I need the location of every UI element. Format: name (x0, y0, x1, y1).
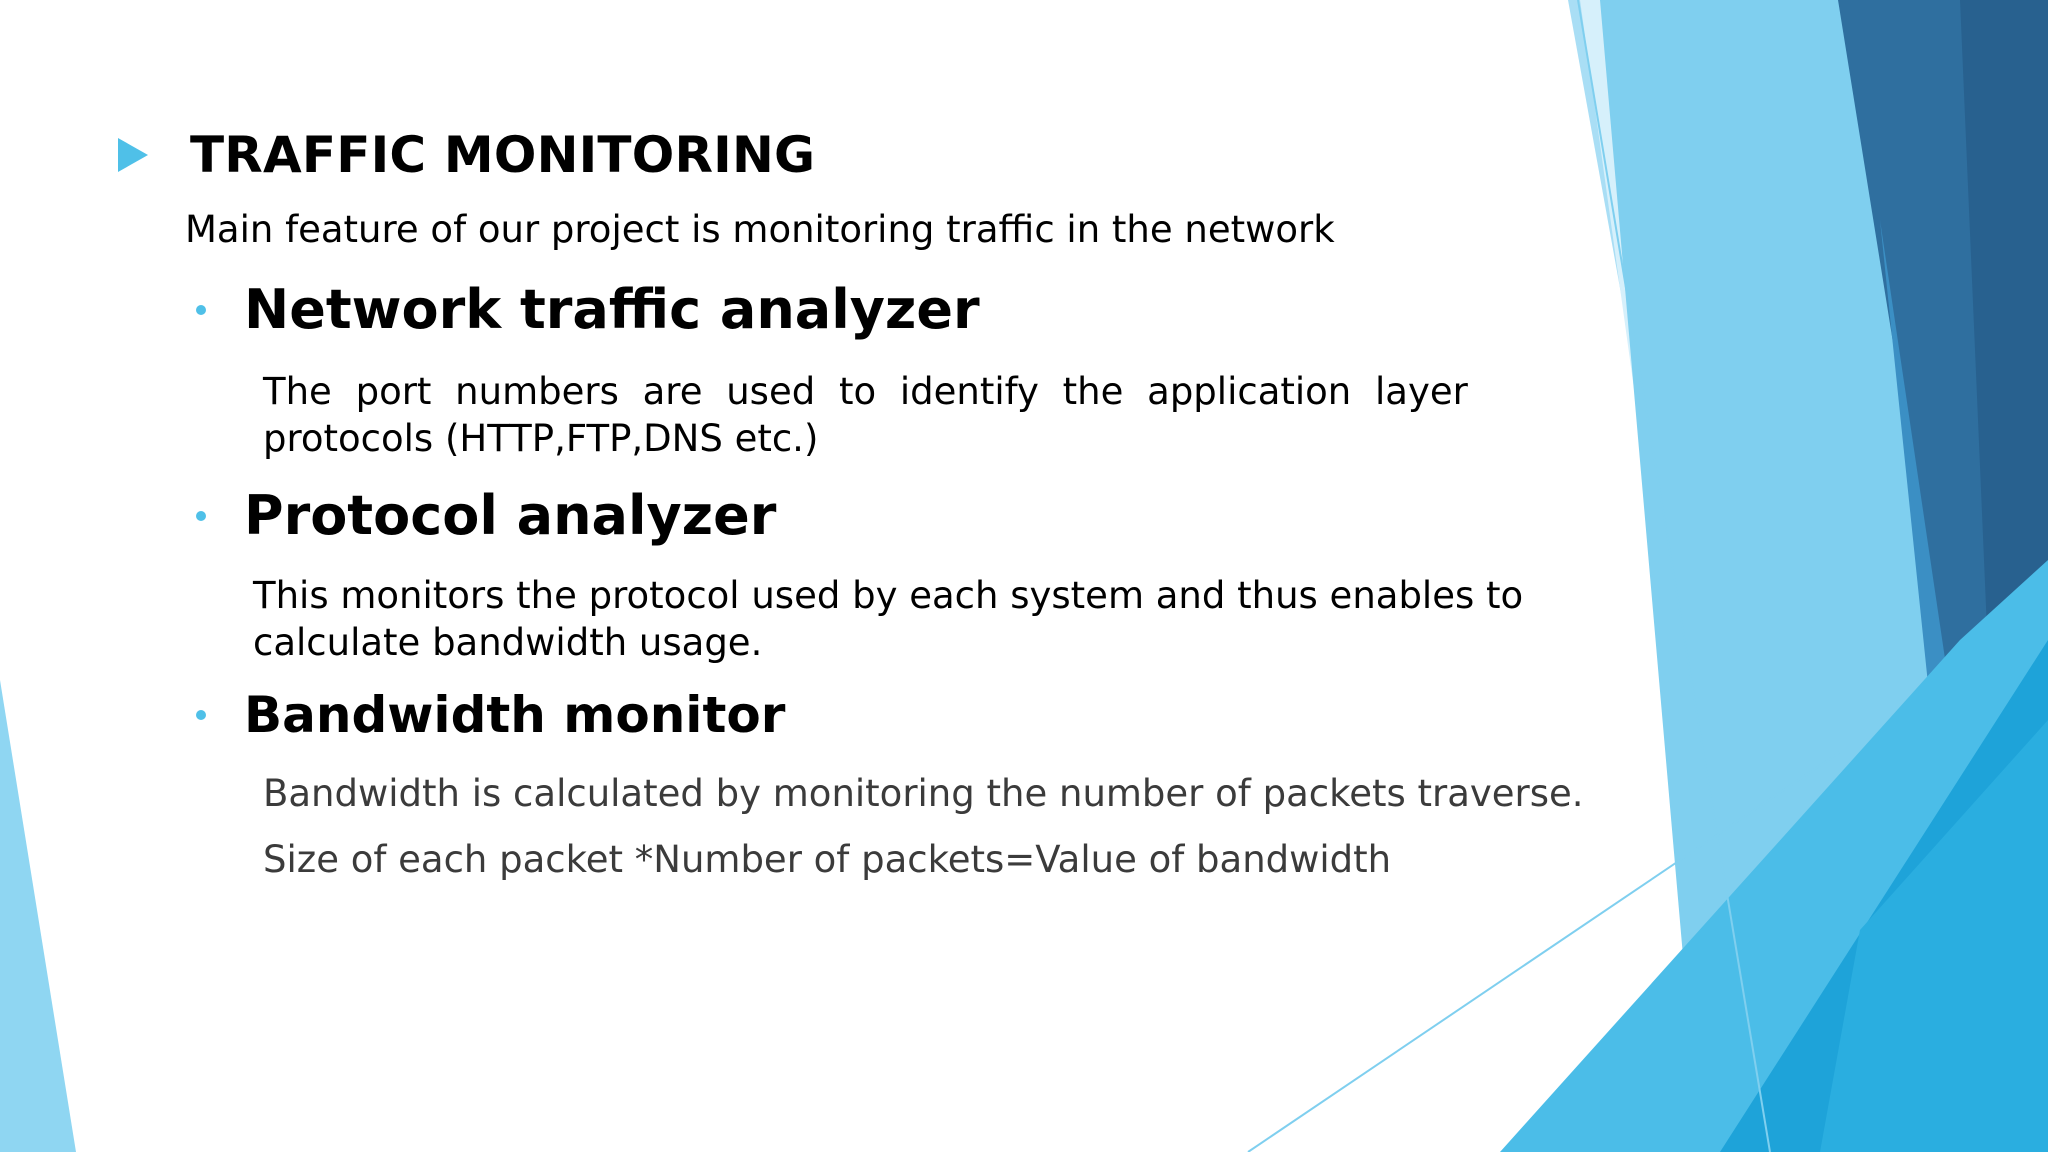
section-heading-network-traffic-analyzer (196, 278, 980, 341)
section-heading-text: Protocol analyzer (244, 484, 777, 547)
section-heading-bandwidth-monitor (196, 686, 785, 744)
section-heading-text: Network traffic analyzer (244, 278, 980, 341)
section-body-network-traffic-analyzer (263, 368, 1468, 462)
section-heading-text: Bandwidth monitor (244, 686, 786, 744)
body-line: protocols (HTTP,FTP,DNS etc.) (263, 417, 819, 460)
bandwidth-calculation-text: Bandwidth is calculated by monitoring the number of packets traverse. (263, 772, 1584, 815)
bandwidth-formula-text: Size of each packet *Number of packets=Value of bandwidth (263, 838, 1392, 881)
slide-title: TRAFFIC MONITORING (190, 126, 816, 184)
dot-bullet-icon (196, 710, 206, 720)
triangle-arrow-icon (118, 138, 148, 172)
section-heading-protocol-analyzer (196, 484, 776, 547)
section-body-protocol-analyzer (253, 572, 1524, 666)
body-line: calculate bandwidth usage. (253, 621, 763, 664)
body-line: This monitors the protocol used by each system and thus enables to (253, 574, 1524, 617)
slide-subtitle: Main feature of our project is monitoring traffic in the network (185, 208, 1335, 251)
title-row (118, 120, 815, 190)
dot-bullet-icon (196, 511, 206, 521)
dot-bullet-icon (196, 305, 206, 315)
body-line: The port numbers are used to identify the application layer (263, 370, 1468, 413)
